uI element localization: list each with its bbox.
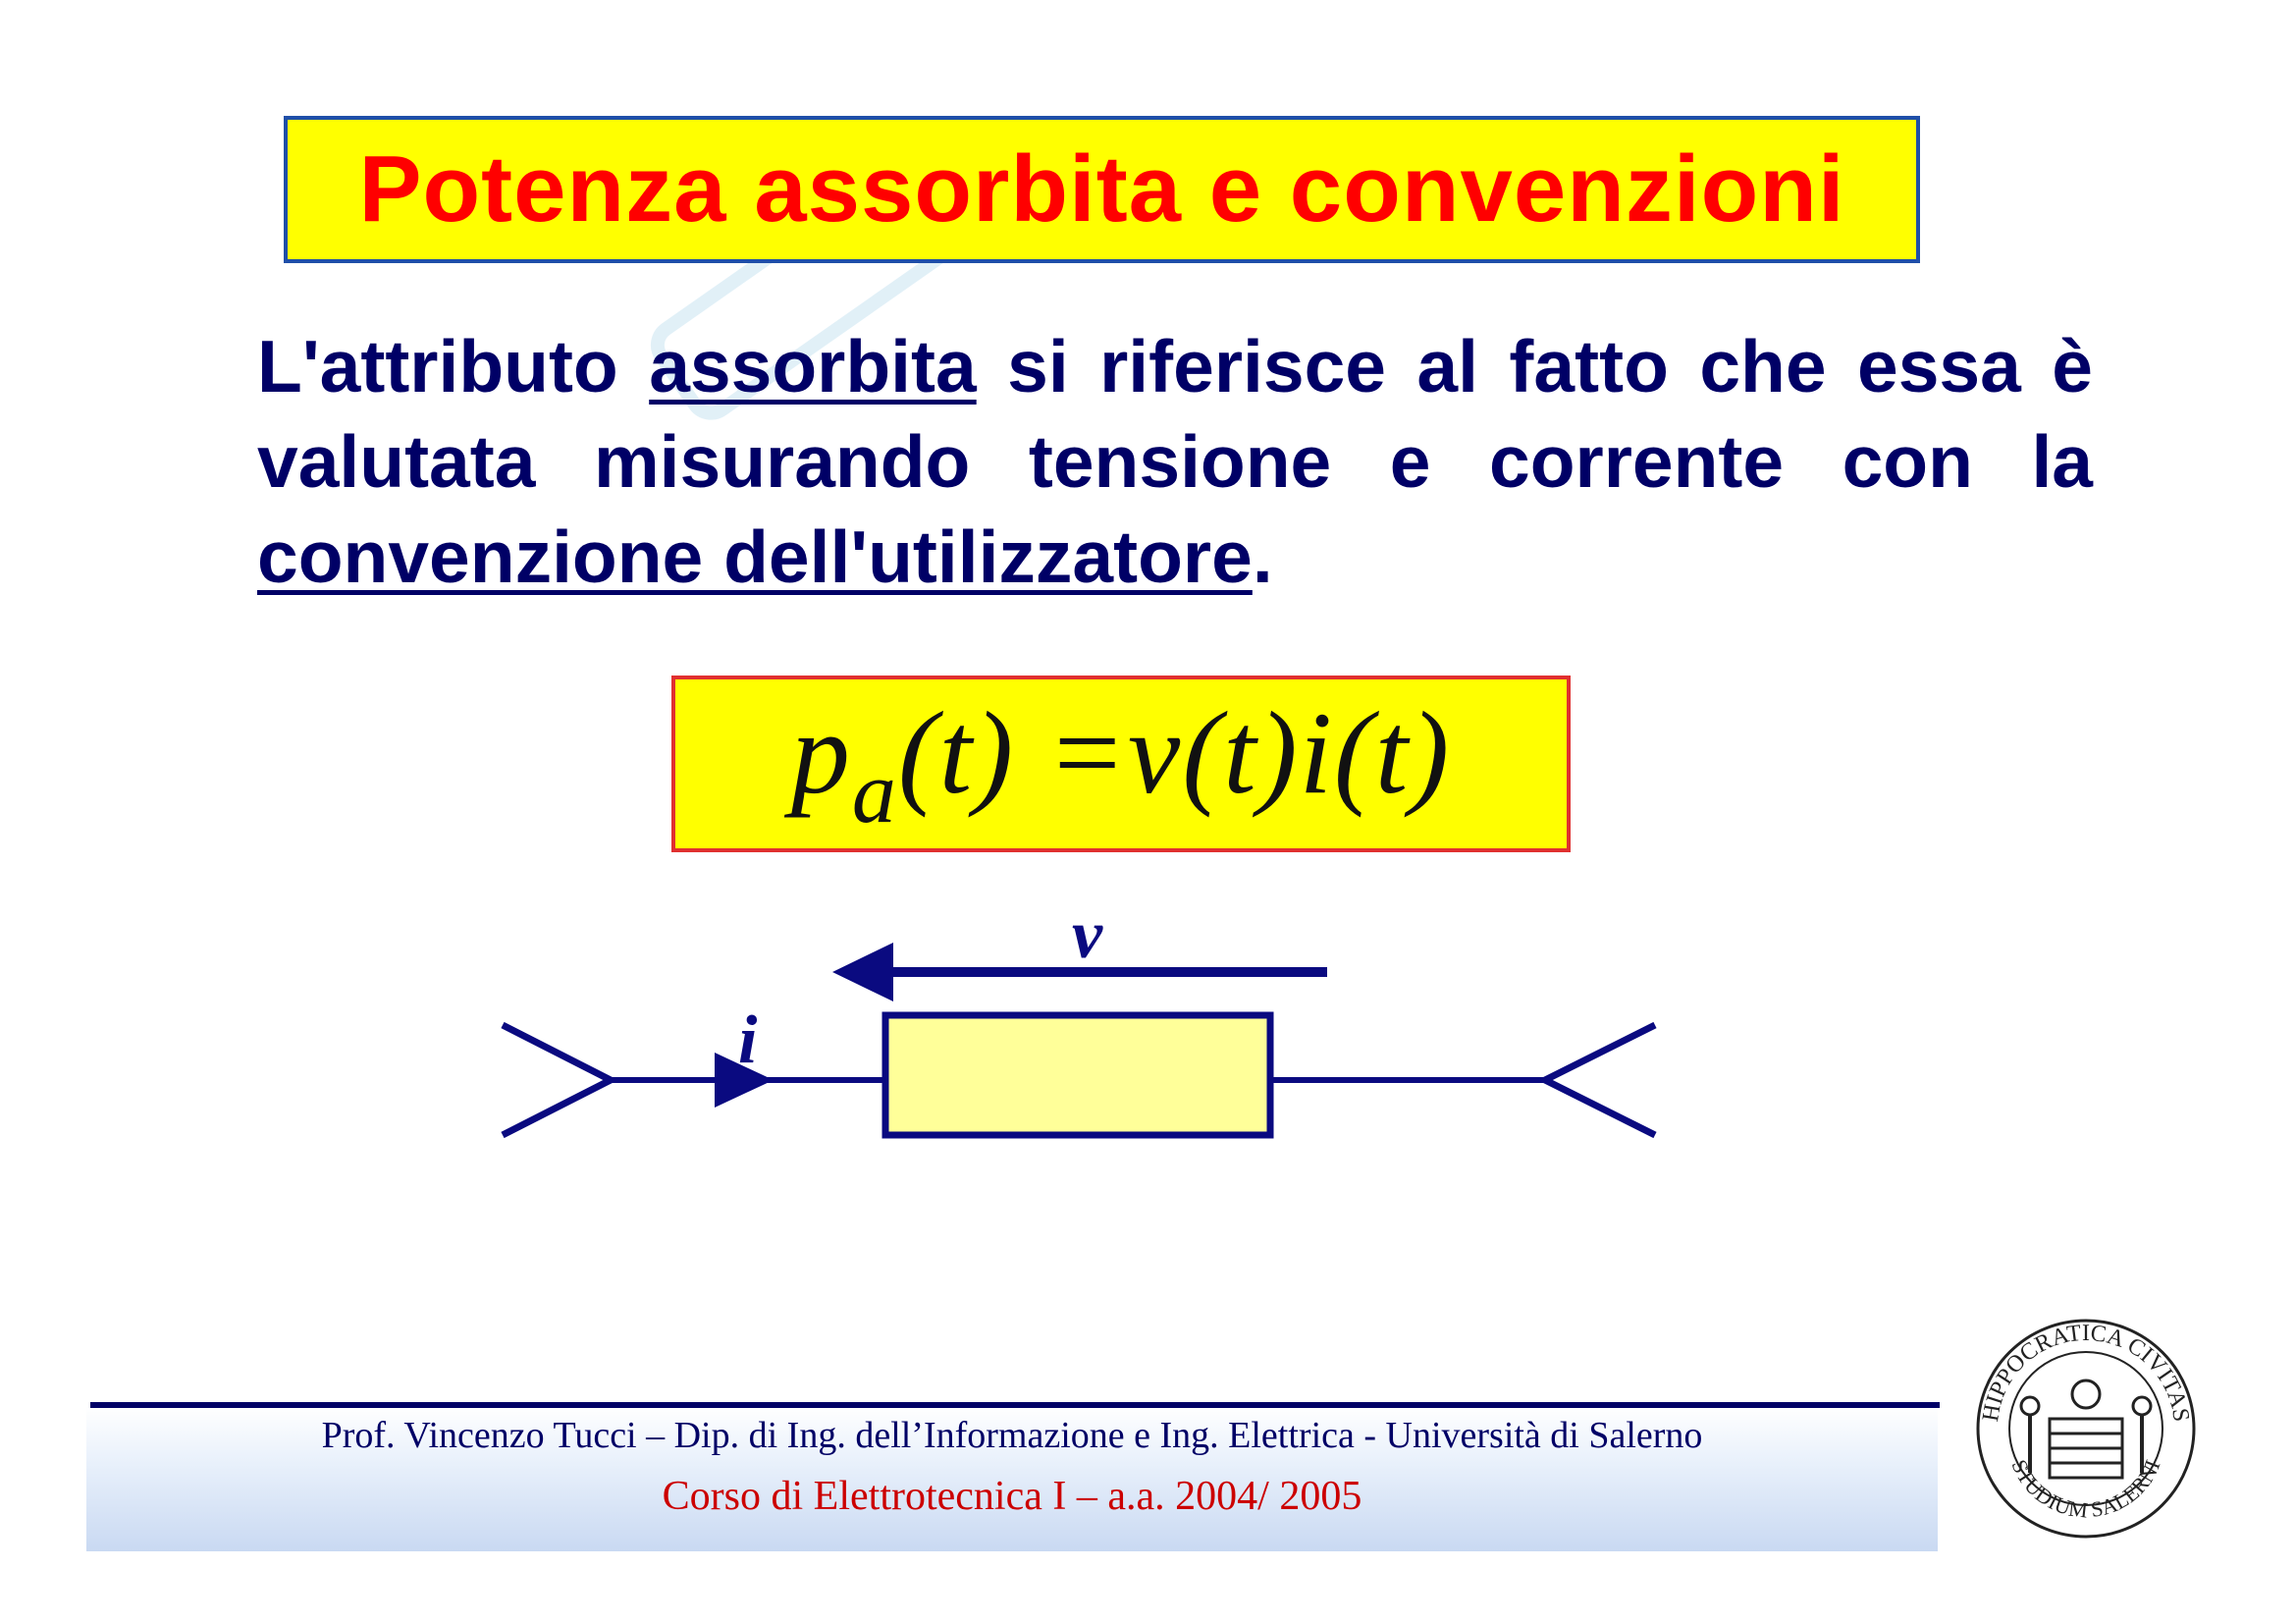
right-terminal (1545, 1025, 1655, 1135)
seal-top-text: HIPPOCRATICA CIVITAS (1978, 1320, 2194, 1424)
footer-divider (90, 1402, 1940, 1408)
footer-author: Prof. Vincenzo Tucci – Dip. di Ing. dell’Informazione e Ing. Elettrica - Università di Salerno (321, 1415, 1703, 1456)
body-underlined-convenzione: convenzione dell'utilizzatore (257, 515, 1253, 598)
body-underlined-assorbita: assorbita (649, 325, 977, 407)
left-terminal (503, 1025, 611, 1135)
formula-p: p (790, 686, 852, 818)
formula-rest: (t) =v(t)i(t) (897, 686, 1452, 818)
university-seal-icon (1973, 1316, 2199, 1542)
voltage-label: v (1072, 897, 1103, 973)
resistor (885, 1015, 1270, 1135)
voltage-arrow-icon (832, 943, 893, 1001)
body-text-part1: L'attributo (257, 325, 650, 407)
body-text-part3: . (1252, 515, 1273, 598)
body-text-part2: si riferisce al fatto che essa è valutata misurando tensione e corrente con la (257, 325, 2093, 503)
seal-bottom-text: STUDIUM SALERNI (2006, 1455, 2165, 1523)
formula-subscript: a (851, 743, 898, 841)
slide-title: Potenza assorbita e convenzioni (358, 136, 1845, 242)
footer-course: Corso di Elettrotecnica I – a.a. 2004/ 2005 (662, 1474, 1362, 1519)
current-label: i (738, 1002, 758, 1078)
